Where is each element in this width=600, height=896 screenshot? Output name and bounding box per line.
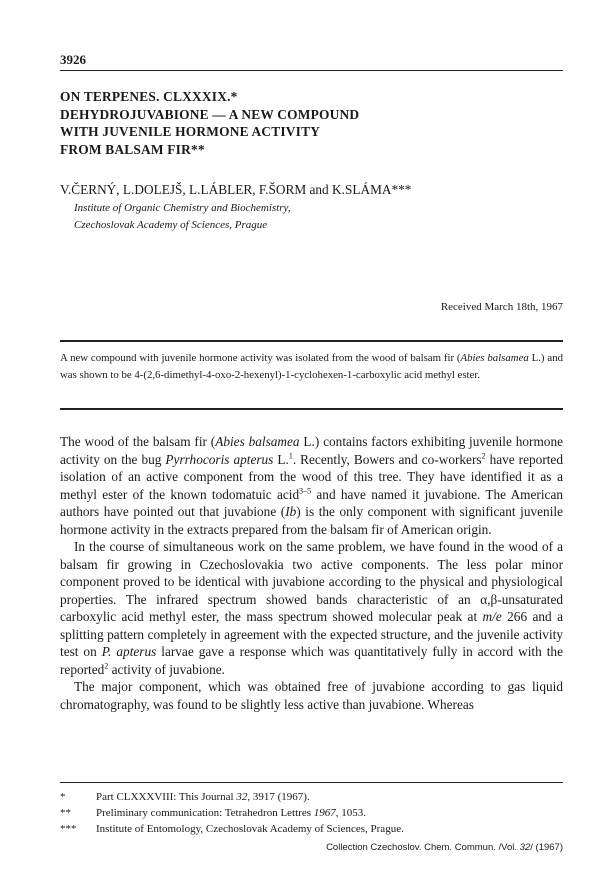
- affiliation: [74, 200, 291, 234]
- footnote-text: Preliminary communication: Tetrahedron Lettres 1967, 1053.: [96, 807, 366, 819]
- journal-footer: Collection Czechoslov. Chem. Commun. /Vol. 32/ (1967): [326, 842, 563, 853]
- title-line-1: ON TERPENES. CLXXXIX.*: [60, 89, 238, 104]
- title-line-2: DEHYDROJUVABIONE — A NEW COMPOUND: [60, 106, 360, 122]
- body-text: [60, 433, 563, 713]
- title-line-3: WITH JUVENILE HORMONE ACTIVITY: [60, 124, 321, 139]
- abstract-bottom-rule: [60, 408, 563, 410]
- abstract-top-rule: [60, 340, 563, 342]
- header-rule: [60, 70, 563, 71]
- title-line-4: FROM BALSAM FIR**: [60, 141, 205, 157]
- affiliation-line-1: Institute of Organic Chemistry and Biochemistry,: [74, 202, 291, 214]
- paragraph-3: The major component, which was obtained free of juvabione according to gas liquid chromatography, was found to be slightly less active than juvabione. Whereas: [60, 679, 563, 712]
- paragraph-2: In the course of simultaneous work on the same problem, we have found in the wood of a balsam fir growing in Czechoslovakia two active components. The less polar minor component proved to be identical with juvabione according to the physical and physiological properties. The infrared spectrum showed bands characteristic of an α,β-unsaturated carboxylic acid methyl ester, the mass spectrum showed molecular peak at m/e 266 and a splitting pattern completely in agreement with the expected structure, and the juvenile activity test on P. apterus larvae gave a response which was quantitatively fully in accord with the reported$^2$ activity of juvabione.: [60, 539, 563, 677]
- footnote: [60, 789, 563, 805]
- footnote-text: Institute of Entomology, Czechoslovak Academy of Sciences, Prague.: [96, 823, 404, 835]
- page-number: 3926: [60, 52, 86, 67]
- footnote-mark: *: [60, 791, 66, 803]
- affiliation-line-2: Czechoslovak Academy of Sciences, Prague: [74, 219, 268, 231]
- footnote-text: Part CLXXXVIII: This Journal 32, 3917 (1967).: [96, 791, 310, 803]
- article-title: [60, 88, 359, 158]
- paragraph-1: The wood of the balsam fir (Abies balsamea L.) contains factors exhibiting juvenile hormone activity on the bug Pyrrhocoris apterus L.$^1$. Recently, Bowers and co-workers$^2$ have reported isolation of an active component from the wood of this tree. They have identified it as a methyl ester of the known todomatuic acid$^{3-5}$ and have named it juvabione. The American authors have pointed out that juvabione (Ib) is the only component with significant juvenile hormone activity in the extracts prepared from the balsam fir of American origin.: [60, 434, 564, 537]
- footnotes: [60, 789, 563, 837]
- footnote: [60, 821, 563, 837]
- footnote-rule: [60, 782, 563, 783]
- footnote-mark: **: [60, 807, 71, 819]
- received-date: Received March 18th, 1967: [440, 301, 563, 313]
- authors: V.ČERNÝ, L.DOLEJŠ, L.LÁBLER, F.ŠORM and K.SLÁMA***: [60, 182, 412, 197]
- footnote: [60, 805, 563, 821]
- footnote-mark: ***: [60, 823, 77, 835]
- abstract: A new compound with juvenile hormone activity was isolated from the wood of balsam fir (Abies balsamea L.) and was shown to be 4-(2,6-dimethyl-4-oxo-2-hexenyl)-1-cyclohexen-1-carboxylic acid methyl ester.: [60, 352, 563, 382]
